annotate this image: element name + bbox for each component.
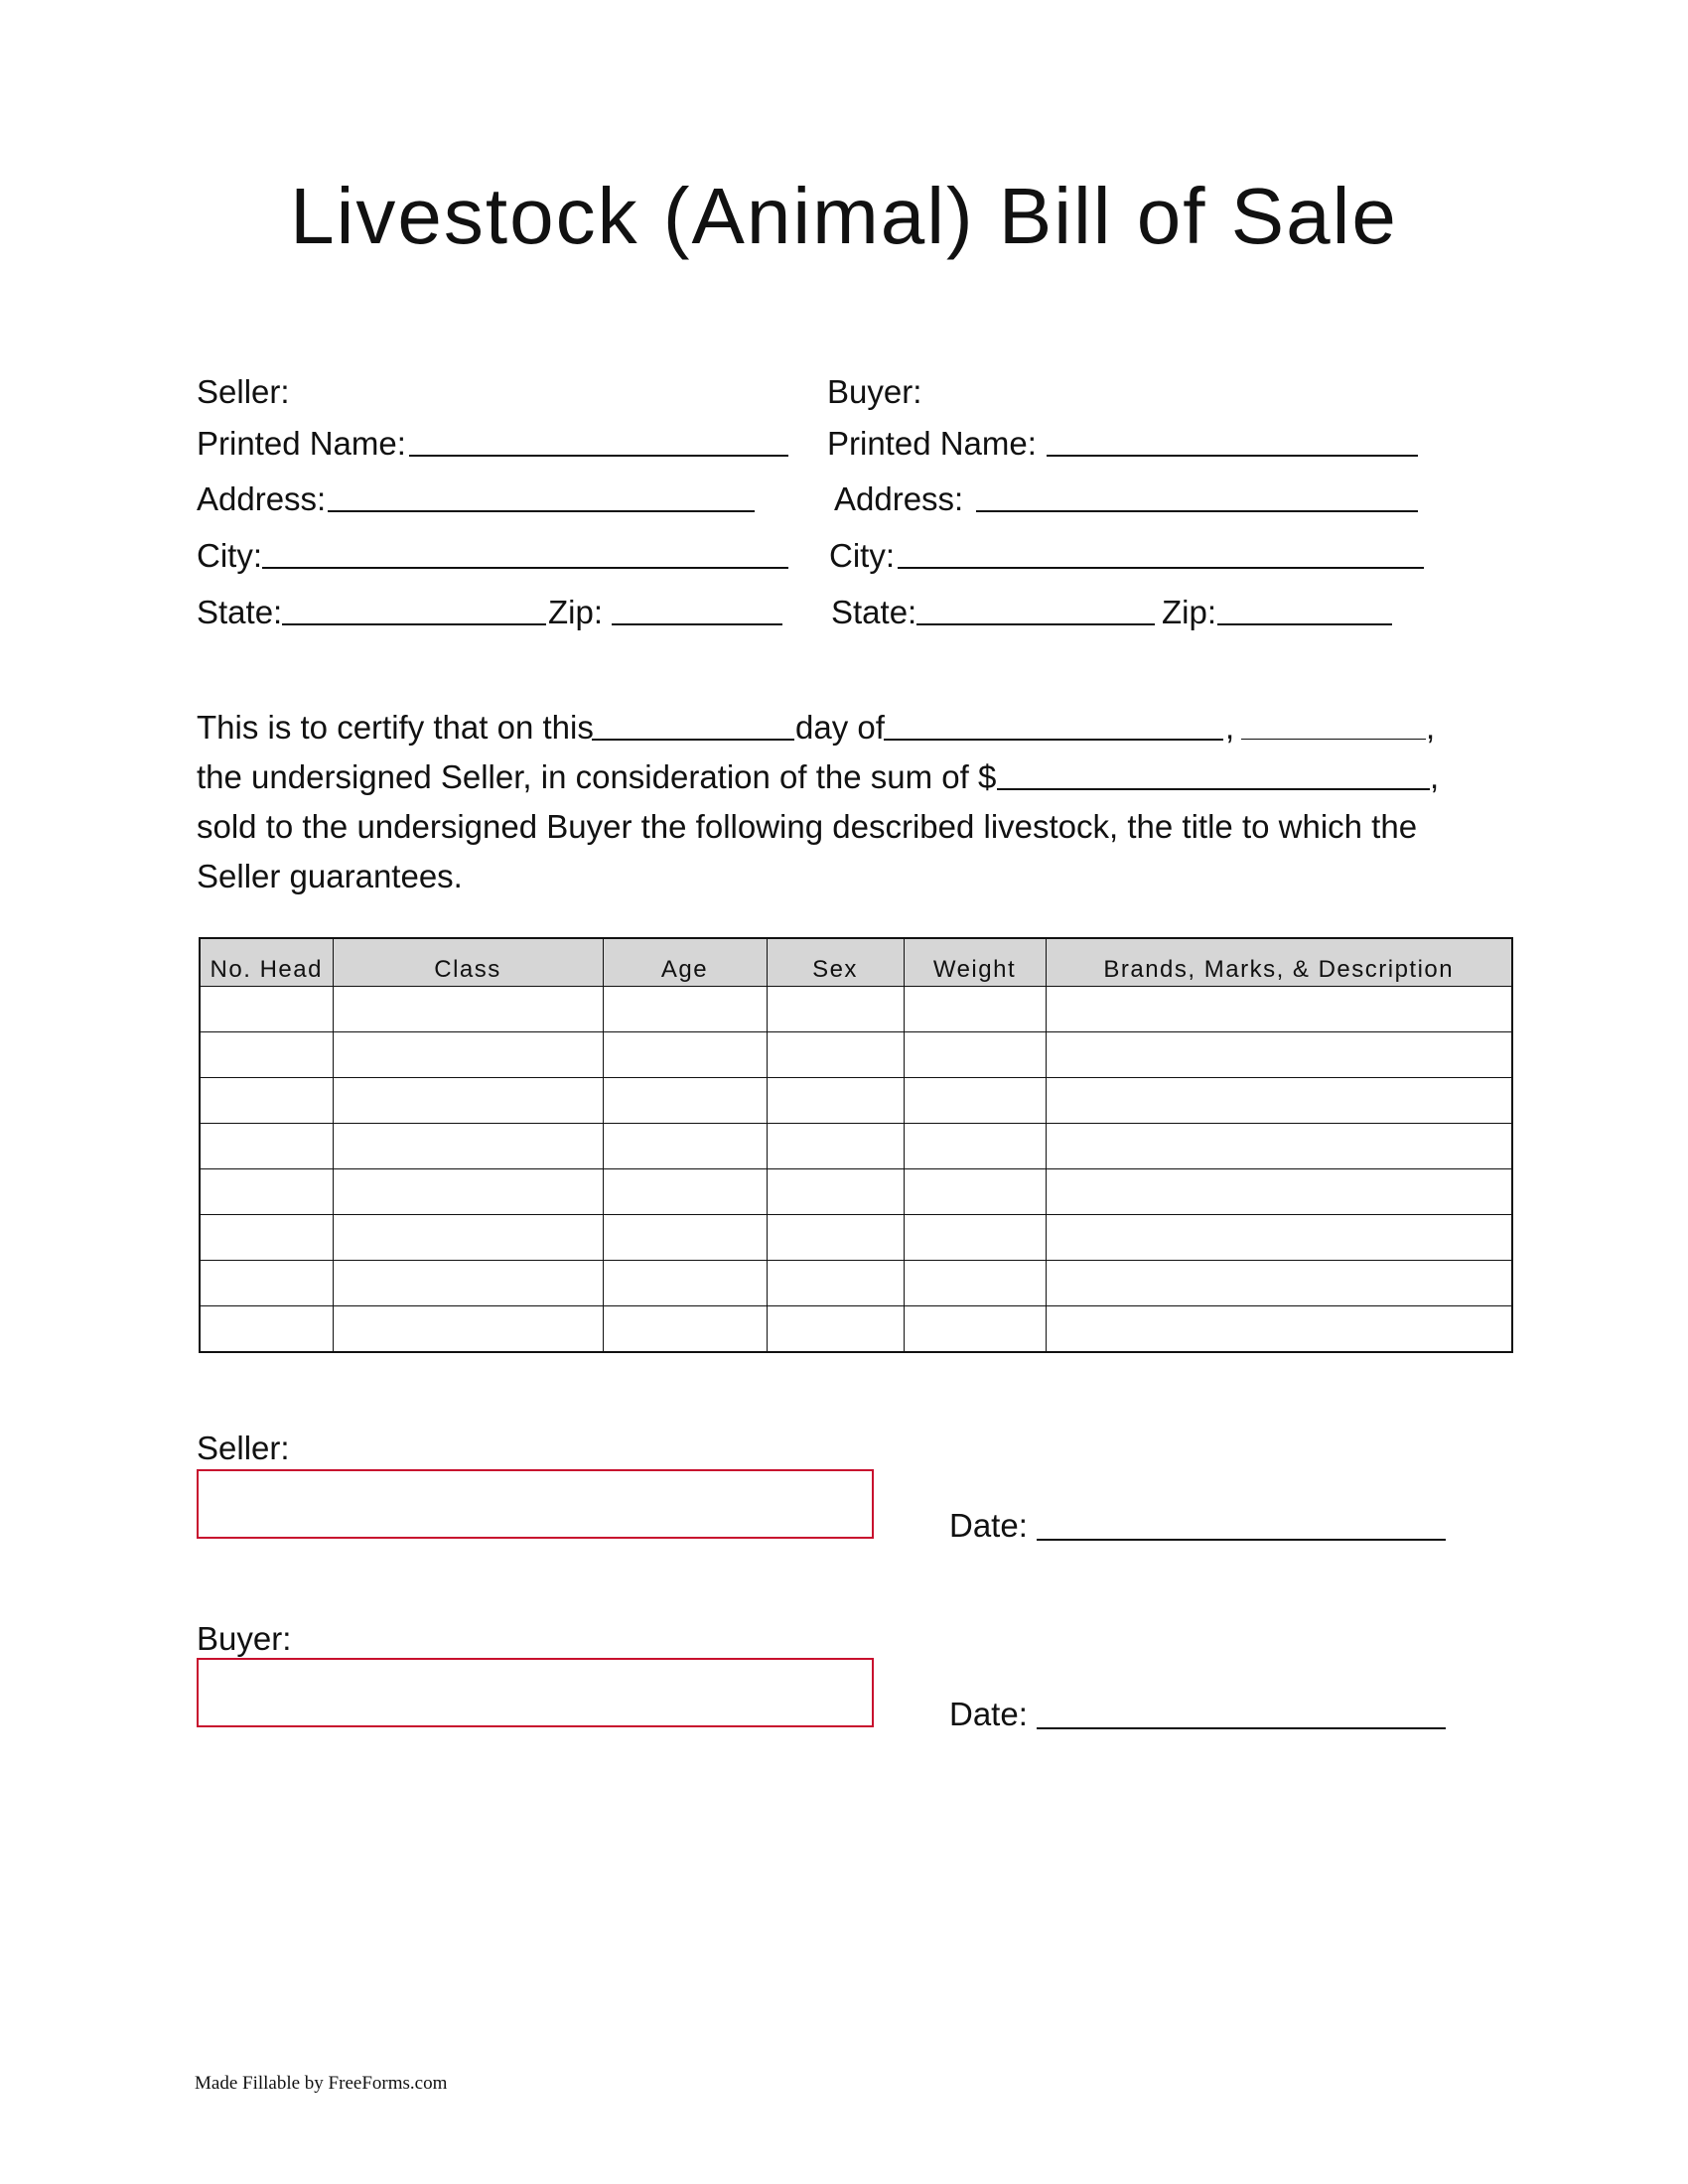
cell-brands[interactable] (1046, 987, 1512, 1032)
cell-sex[interactable] (767, 1169, 904, 1215)
cell-class[interactable] (333, 1215, 603, 1261)
buyer-city-field[interactable] (898, 567, 1424, 569)
cell-age[interactable] (603, 1306, 767, 1353)
seller-printed-name-field[interactable] (409, 455, 788, 457)
table-row (200, 1306, 1512, 1353)
cell-weight[interactable] (904, 1124, 1046, 1169)
seller-zip-label: Zip: (548, 594, 604, 630)
page-title: Livestock (Animal) Bill of Sale (290, 172, 1398, 260)
cell-weight[interactable] (904, 1215, 1046, 1261)
cell-sex[interactable] (767, 1078, 904, 1124)
cell-sex[interactable] (767, 987, 904, 1032)
cell-weight[interactable] (904, 987, 1046, 1032)
cert-line2-comma: , (1430, 758, 1440, 795)
cell-sex[interactable] (767, 1032, 904, 1078)
cell-class[interactable] (333, 987, 603, 1032)
cell-weight[interactable] (904, 1032, 1046, 1078)
cell-sex[interactable] (767, 1215, 904, 1261)
cert-line3-text: sold to the undersigned Buyer the following described livestock, the title to which the (197, 808, 1418, 845)
cell-age[interactable] (603, 1215, 767, 1261)
col-header-sex: Sex (767, 938, 904, 987)
seller-printed-name-label: Printed Name: (197, 425, 406, 462)
table-row (200, 1169, 1512, 1215)
cell-brands[interactable] (1046, 1124, 1512, 1169)
livestock-table (199, 937, 1513, 1353)
cell-age[interactable] (603, 1124, 767, 1169)
buyer-signature-field[interactable] (197, 1658, 874, 1727)
cert-day-field[interactable] (592, 739, 794, 741)
cell-age[interactable] (603, 987, 767, 1032)
cell-age[interactable] (603, 1169, 767, 1215)
buyer-printed-name-label: Printed Name: (827, 425, 1037, 462)
buyer-state-label: State: (831, 594, 917, 630)
cell-sex[interactable] (767, 1261, 904, 1306)
cell-age[interactable] (603, 1032, 767, 1078)
cert-month-field[interactable] (884, 739, 1223, 741)
buyer-heading: Buyer: (827, 373, 922, 410)
seller-date-field[interactable] (1037, 1539, 1446, 1541)
seller-signature-label: Seller: (197, 1430, 290, 1466)
cell-sex[interactable] (767, 1306, 904, 1353)
cell-class[interactable] (333, 1032, 603, 1078)
cell-weight[interactable] (904, 1078, 1046, 1124)
cert-sum-field[interactable] (997, 788, 1430, 790)
cert-line4-text: Seller guarantees. (197, 858, 463, 894)
cert-year-field[interactable] (1241, 739, 1426, 740)
cert-line1-comma-1: , (1225, 709, 1235, 746)
cell-age[interactable] (603, 1078, 767, 1124)
cell-class[interactable] (333, 1078, 603, 1124)
table-row (200, 1215, 1512, 1261)
col-header-class: Class (333, 938, 603, 987)
table-row (200, 1124, 1512, 1169)
table-header-row (200, 938, 1512, 987)
table-row (200, 1032, 1512, 1078)
cell-brands[interactable] (1046, 1078, 1512, 1124)
cell-weight[interactable] (904, 1306, 1046, 1353)
cell-no-head[interactable] (200, 1261, 333, 1306)
cell-no-head[interactable] (200, 1032, 333, 1078)
cell-no-head[interactable] (200, 987, 333, 1032)
cert-line1-text-b: day of (795, 709, 885, 746)
col-header-no-head: No. Head (200, 938, 333, 987)
cert-line1-text-a: This is to certify that on this (197, 709, 594, 746)
seller-heading: Seller: (197, 373, 290, 410)
seller-city-label: City: (197, 537, 262, 574)
col-header-brands: Brands, Marks, & Description (1046, 938, 1512, 987)
buyer-address-label: Address: (834, 480, 964, 517)
seller-state-field[interactable] (282, 623, 546, 625)
buyer-date-field[interactable] (1037, 1727, 1446, 1729)
cell-brands[interactable] (1046, 1261, 1512, 1306)
cell-brands[interactable] (1046, 1032, 1512, 1078)
buyer-printed-name-field[interactable] (1047, 455, 1418, 457)
cell-class[interactable] (333, 1124, 603, 1169)
seller-state-label: State: (197, 594, 283, 630)
cell-brands[interactable] (1046, 1169, 1512, 1215)
table-body (200, 987, 1512, 1353)
buyer-zip-field[interactable] (1217, 623, 1392, 625)
table-row (200, 987, 1512, 1032)
seller-city-field[interactable] (262, 567, 788, 569)
cell-weight[interactable] (904, 1169, 1046, 1215)
seller-signature-field[interactable] (197, 1469, 874, 1539)
col-header-age: Age (603, 938, 767, 987)
seller-date-label: Date: (949, 1507, 1028, 1544)
cell-weight[interactable] (904, 1261, 1046, 1306)
cell-class[interactable] (333, 1261, 603, 1306)
cell-brands[interactable] (1046, 1306, 1512, 1353)
buyer-city-label: City: (829, 537, 895, 574)
table-row (200, 1078, 1512, 1124)
footer-credit: Made Fillable by FreeForms.com (195, 2073, 448, 2094)
buyer-date-label: Date: (949, 1696, 1028, 1732)
col-header-weight: Weight (904, 938, 1046, 987)
table-row (200, 1261, 1512, 1306)
cell-no-head[interactable] (200, 1215, 333, 1261)
buyer-state-field[interactable] (916, 623, 1155, 625)
cell-no-head[interactable] (200, 1078, 333, 1124)
cell-no-head[interactable] (200, 1169, 333, 1215)
cell-brands[interactable] (1046, 1215, 1512, 1261)
cell-sex[interactable] (767, 1124, 904, 1169)
seller-address-field[interactable] (328, 510, 755, 512)
cell-class[interactable] (333, 1306, 603, 1353)
cell-class[interactable] (333, 1169, 603, 1215)
cert-line2-text: the undersigned Seller, in consideration of the sum of $ (197, 758, 997, 795)
seller-address-label: Address: (197, 480, 327, 517)
cell-age[interactable] (603, 1261, 767, 1306)
cert-line1-comma-2: , (1426, 709, 1436, 746)
buyer-address-field[interactable] (976, 510, 1418, 512)
buyer-signature-label: Buyer: (197, 1620, 292, 1657)
cell-no-head[interactable] (200, 1124, 333, 1169)
buyer-zip-label: Zip: (1162, 594, 1217, 630)
seller-zip-field[interactable] (612, 623, 782, 625)
cell-no-head[interactable] (200, 1306, 333, 1353)
